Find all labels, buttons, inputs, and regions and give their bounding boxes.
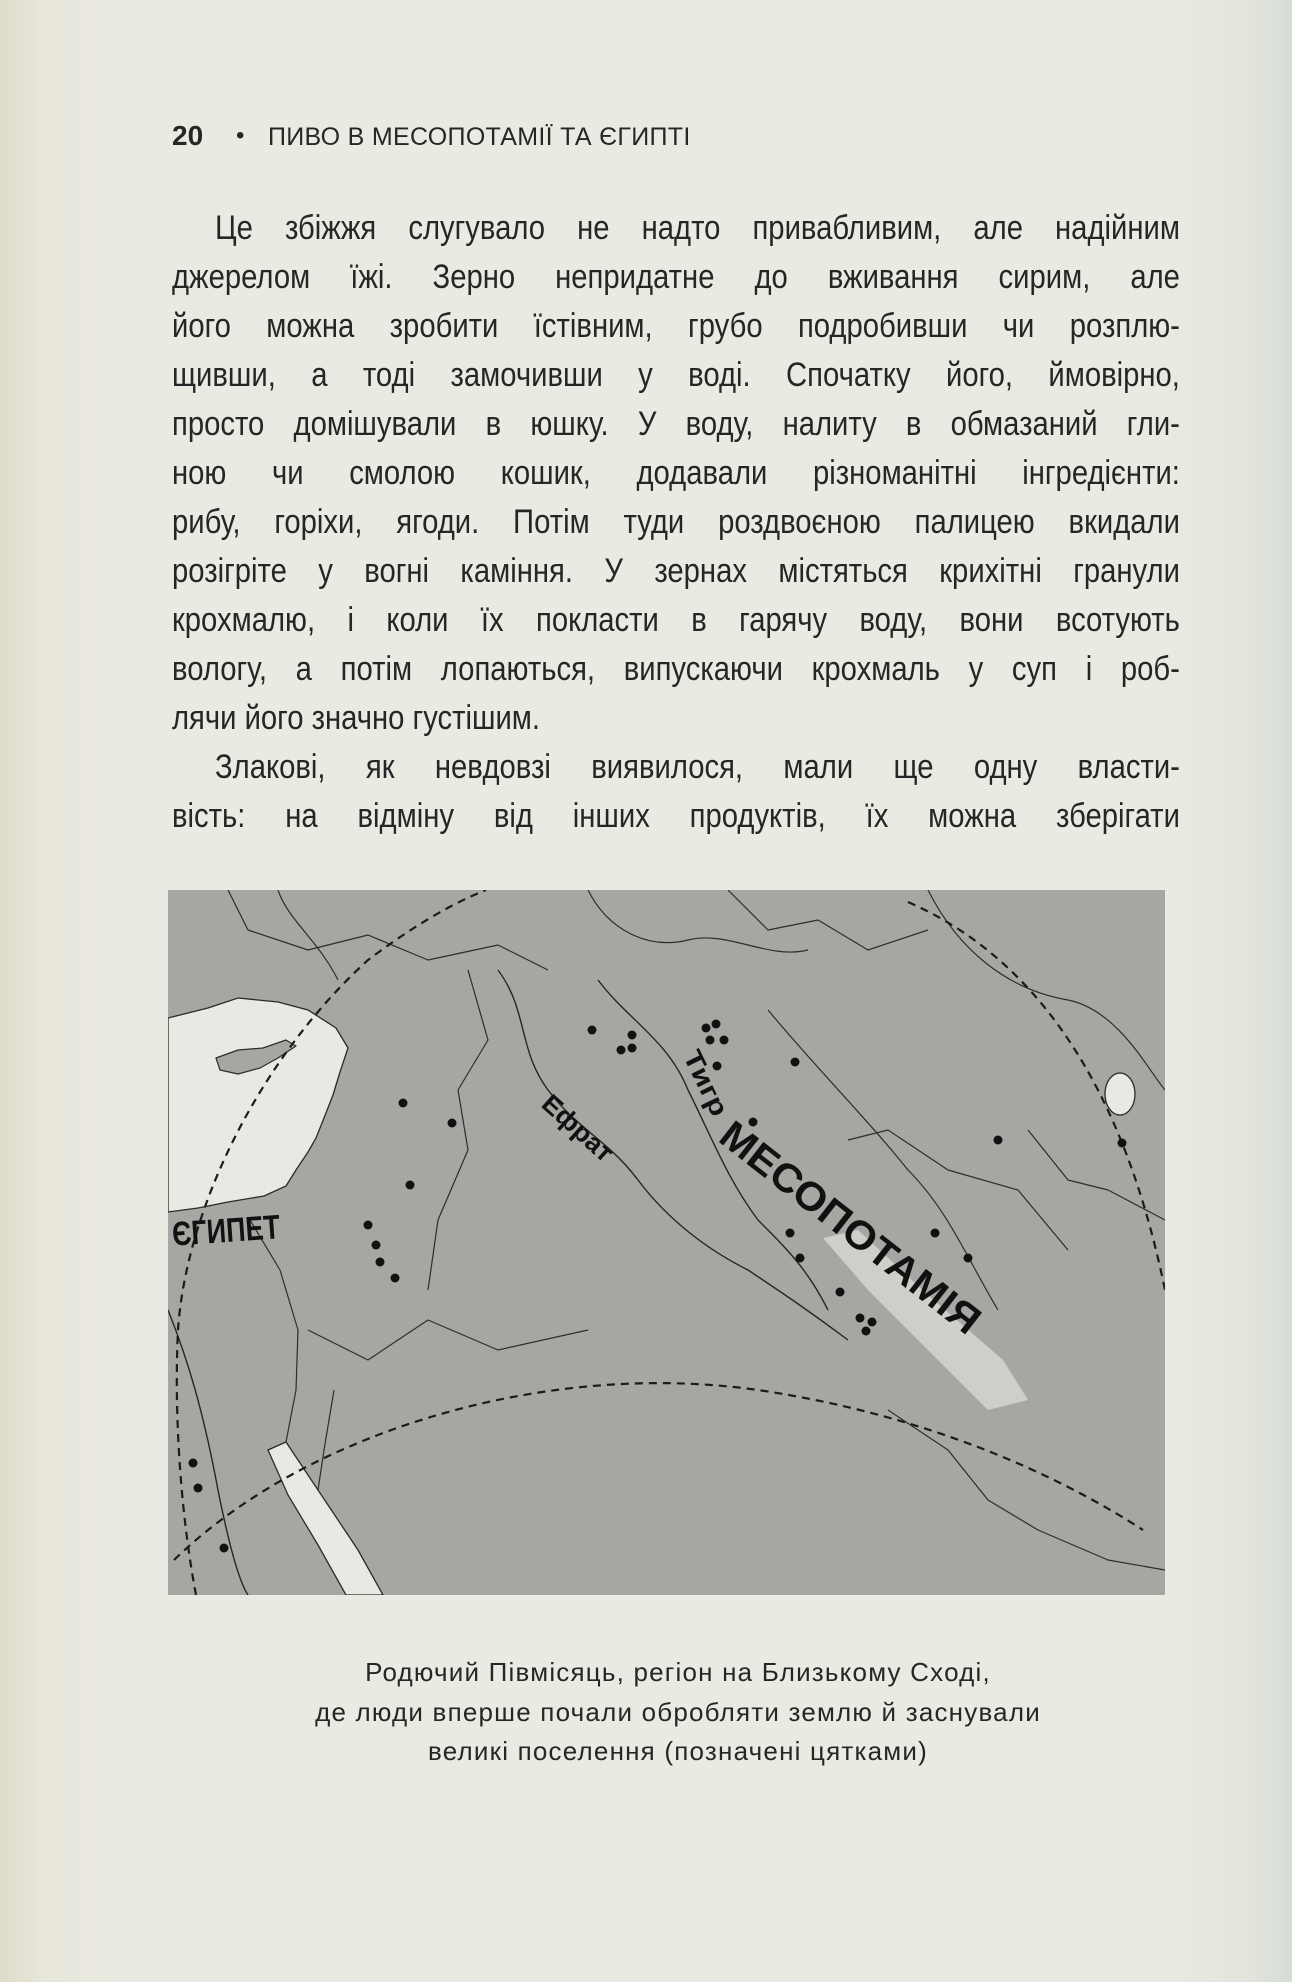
- settlement-dot: [364, 1221, 373, 1230]
- text-line: джерелом їжі. Зерно непридатне до вживання сирим, але: [172, 258, 1180, 296]
- settlement-dot: [194, 1484, 203, 1493]
- text-line: щивши, а тоді замочивши у воді. Спочатку його, ймовірно,: [172, 356, 1180, 394]
- text-line-row: [172, 645, 1180, 694]
- running-header: [0, 118, 1292, 154]
- settlement-dot: [706, 1036, 715, 1045]
- text-line-row: [172, 498, 1180, 547]
- settlement-dot: [856, 1314, 865, 1323]
- text-line: лячи його значно густішим.: [172, 699, 541, 737]
- settlement-dot: [399, 1099, 408, 1108]
- text-line: Злакові, як невдовзі виявилося, мали ще одну власти-: [215, 748, 1180, 786]
- settlement-dot: [617, 1046, 626, 1055]
- settlement-dot: [836, 1288, 845, 1297]
- fertile-crescent-map: [168, 890, 1165, 1595]
- text-line: рибу, горіхи, ягоди. Потім туди роздвоєною палицею вкидали: [172, 503, 1180, 541]
- settlement-dot: [796, 1254, 805, 1263]
- text-line-row: [172, 792, 1180, 841]
- running-title: ПИВО В МЕСОПОТАМІЇ ТА ЄГИПТІ: [268, 123, 691, 151]
- text-line-row: [172, 547, 1180, 596]
- settlement-dot: [994, 1136, 1003, 1145]
- bullet-separator: •: [236, 122, 245, 149]
- settlement-dot: [868, 1318, 877, 1327]
- caspian-lake: [1105, 1073, 1135, 1115]
- text-line-row: [172, 694, 1180, 743]
- map-caption: [168, 1653, 1188, 1772]
- settlement-dot: [964, 1254, 973, 1263]
- text-line-row: [172, 596, 1180, 645]
- settlement-dot: [391, 1274, 400, 1283]
- text-line-row: [172, 204, 1180, 253]
- settlement-dot: [628, 1031, 637, 1040]
- settlement-dot: [786, 1229, 795, 1238]
- caption-line: де люди вперше почали обробляти землю й заснували: [315, 1696, 1041, 1727]
- settlement-dot: [220, 1544, 229, 1553]
- settlement-dot: [376, 1258, 385, 1267]
- text-line-row: [172, 351, 1180, 400]
- caption-line: великі поселення (позначені цятками): [428, 1736, 928, 1766]
- settlement-dot: [1118, 1139, 1127, 1148]
- label-euphrates: Ефрат: [536, 1088, 618, 1167]
- settlement-dot: [448, 1119, 457, 1128]
- text-line-row: [172, 253, 1180, 302]
- settlement-dot: [189, 1459, 198, 1468]
- settlement-dot: [702, 1024, 711, 1033]
- page-number: 20: [172, 120, 204, 151]
- text-line: розігріте у вогні каміння. У зернах містяться крихітні гранули: [172, 552, 1180, 590]
- settlement-dot: [791, 1058, 800, 1067]
- settlement-dot: [712, 1020, 721, 1029]
- text-line: його можна зробити їстівним, грубо подробивши чи розплю-: [172, 307, 1180, 345]
- text-line-row: [172, 743, 1180, 792]
- label-tigris: Тигр: [677, 1044, 730, 1110]
- text-line-row: [172, 449, 1180, 498]
- settlement-dot: [628, 1044, 637, 1053]
- text-line: вість: на відміну від інших продуктів, їх можна зберігати: [172, 797, 1180, 835]
- text-line: ною чи смолою кошик, додавали різноманітні інгредієнти:: [172, 454, 1180, 492]
- settlement-dot: [588, 1026, 597, 1035]
- body-text: [172, 204, 1180, 841]
- settlement-dot: [372, 1241, 381, 1250]
- text-line-row: [172, 400, 1180, 449]
- text-line: крохмалю, і коли їх покласти в гарячу воду, вони всотують: [172, 601, 1180, 639]
- text-line-row: [172, 302, 1180, 351]
- label-egypt: ЄГИПЕТ: [170, 1206, 309, 1254]
- label-mesopotamia: МЕСОПОТАМІЯ: [711, 1112, 977, 1334]
- settlement-dot: [931, 1229, 940, 1238]
- settlement-dot: [862, 1327, 871, 1336]
- text-line: вологу, а потім лопаються, випускаючи крохмаль у суп і роб-: [172, 650, 1180, 688]
- text-line: просто домішували в юшку. У воду, налиту в обмазаний гли-: [172, 405, 1180, 443]
- settlement-dot: [406, 1181, 415, 1190]
- text-line: Це збіжжя слугувало не надто привабливим, але надійним: [215, 209, 1180, 247]
- settlement-dot: [720, 1036, 729, 1045]
- caption-line: Родючий Півмісяць, регіон на Близькому Сході,: [365, 1657, 991, 1687]
